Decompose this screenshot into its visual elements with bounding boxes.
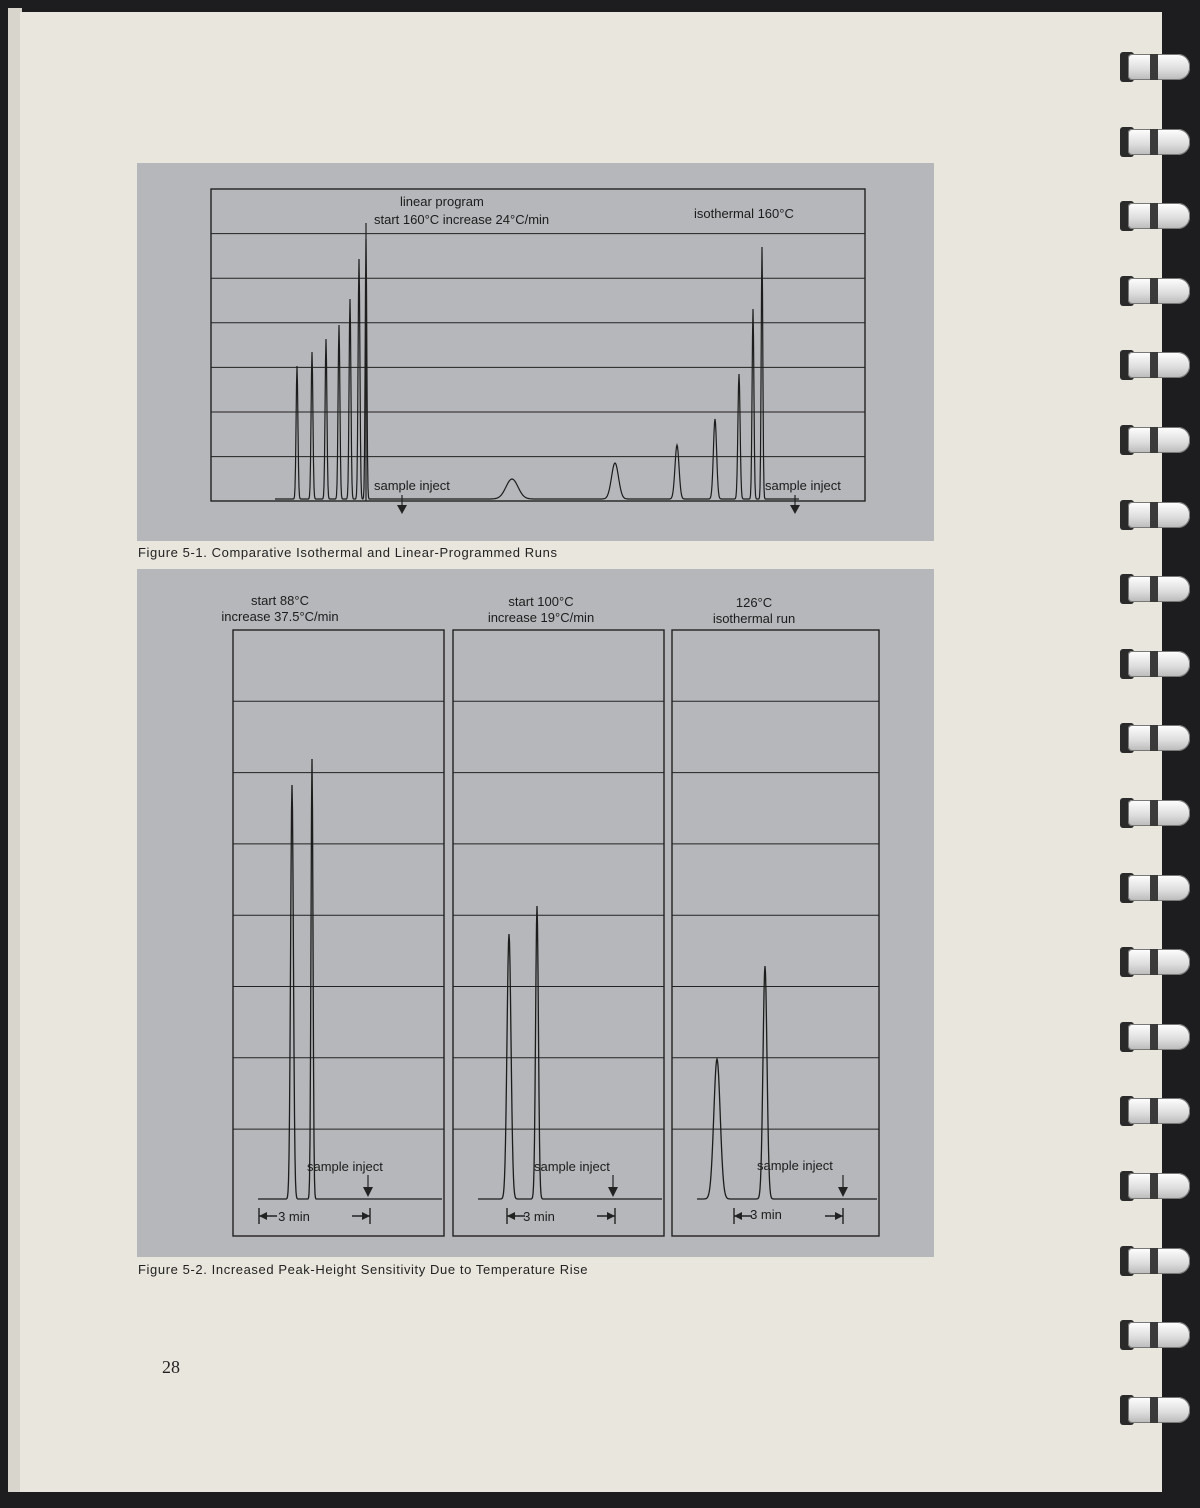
binding-ring	[1120, 276, 1192, 306]
binding-ring	[1120, 52, 1192, 82]
panel3-sample-inject-label: sample inject	[757, 1158, 833, 1173]
isothermal-label: isothermal 160°C	[694, 206, 794, 221]
binding-ring	[1120, 500, 1192, 530]
binding-ring	[1120, 1246, 1192, 1276]
panel-2	[453, 630, 664, 1236]
panel1-start-temp: start 88°C	[251, 593, 309, 608]
time-scale-arrowhead	[835, 1212, 843, 1220]
panel-frame	[672, 630, 879, 1236]
panel-frame	[453, 630, 664, 1236]
chromatogram-panels	[233, 630, 879, 1236]
binding-ring	[1120, 1096, 1192, 1126]
sample-inject-label-right: sample inject	[765, 478, 841, 493]
panel3-temp: 126°C	[735, 595, 773, 610]
chart-gridlines	[211, 234, 865, 457]
binding-ring	[1120, 1171, 1192, 1201]
inject-arrow-left	[397, 495, 407, 514]
binding-ring	[1120, 798, 1192, 828]
panel2-rate: increase 19°C/min	[487, 610, 595, 625]
time-scale-arrowhead	[259, 1212, 267, 1220]
time-scale-arrowhead	[734, 1212, 742, 1220]
book-page	[20, 12, 1162, 1492]
figure-5-1-panel	[137, 163, 934, 541]
panel1-time-scale-label: 3 min	[278, 1209, 310, 1224]
inject-arrow-right	[790, 495, 800, 514]
binding-ring	[1120, 1022, 1192, 1052]
panel2-sample-inject-label: sample inject	[534, 1159, 610, 1174]
binding-ring	[1120, 350, 1192, 380]
linear-program-conditions: start 160°C increase 24°C/min	[374, 212, 550, 227]
time-scale-arrowhead	[362, 1212, 370, 1220]
binding-ring	[1120, 649, 1192, 679]
panel1-rate: increase 37.5°C/min	[221, 609, 339, 624]
figure-5-1-chromatogram	[137, 163, 934, 541]
figure-5-2-caption: Figure 5-2. Increased Peak-Height Sensitivity Due to Temperature Rise	[138, 1262, 589, 1277]
binding-ring	[1120, 873, 1192, 903]
chromatogram-trace	[478, 906, 662, 1199]
time-scale-arrowhead	[507, 1212, 515, 1220]
chromatogram-trace	[258, 759, 442, 1199]
binding-ring	[1120, 127, 1192, 157]
panel1-sample-inject-label: sample inject	[307, 1159, 383, 1174]
binding-ring	[1120, 723, 1192, 753]
binding-ring	[1120, 425, 1192, 455]
figure-5-2-chromatograms	[137, 569, 934, 1257]
chart-frame	[211, 189, 865, 501]
inject-arrowhead	[608, 1187, 618, 1197]
binding-ring	[1120, 201, 1192, 231]
inject-arrowhead	[838, 1187, 848, 1197]
binding-ring	[1120, 1320, 1192, 1350]
panel-3	[672, 630, 879, 1236]
figure-5-1-caption: Figure 5-1. Comparative Isothermal and Linear-Programmed Runs	[138, 545, 558, 560]
panel-frame	[233, 630, 444, 1236]
binding-ring	[1120, 574, 1192, 604]
page-number: 28	[162, 1357, 180, 1377]
figure-5-2-panel	[137, 569, 934, 1257]
binding-ring	[1120, 1395, 1192, 1425]
inject-arrowhead	[363, 1187, 373, 1197]
sample-inject-label-left: sample inject	[374, 478, 450, 493]
linear-program-label: linear program	[400, 194, 484, 209]
panel-1	[233, 630, 444, 1236]
binding-ring	[1120, 947, 1192, 977]
panel3-time-scale-label: 3 min	[750, 1207, 782, 1222]
panel2-start-temp: start 100°C	[508, 594, 574, 609]
panel3-mode: isothermal run	[712, 611, 796, 626]
panel2-time-scale-label: 3 min	[523, 1209, 555, 1224]
time-scale-arrowhead	[607, 1212, 615, 1220]
